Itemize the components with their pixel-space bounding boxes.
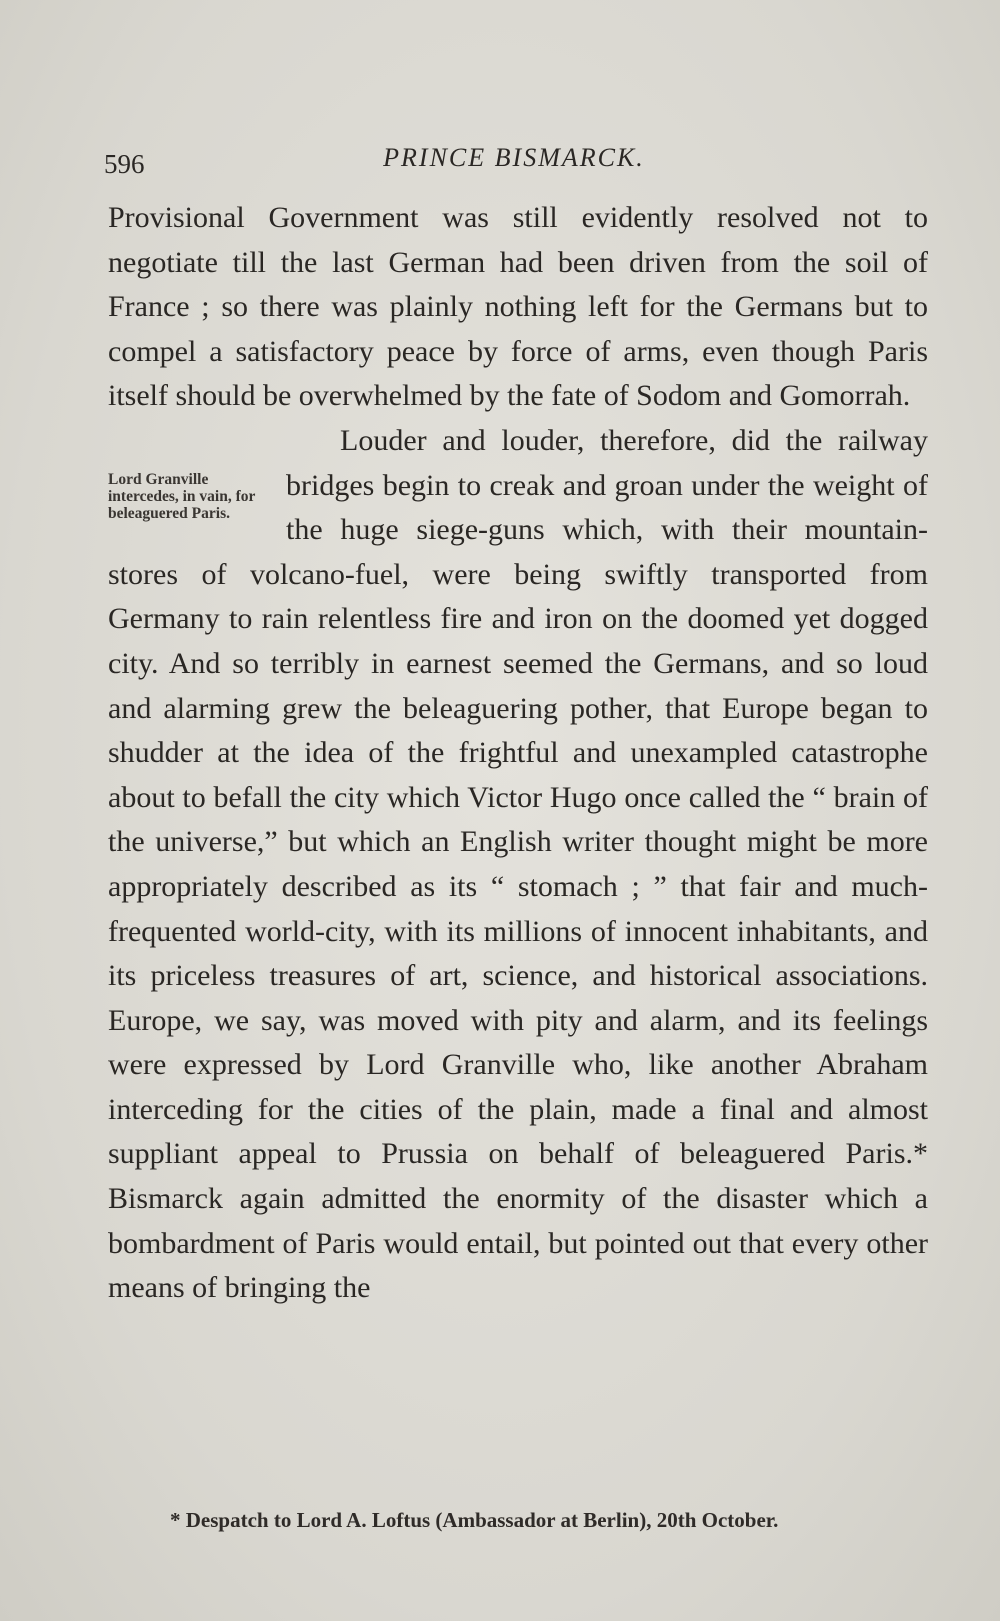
page-number: 596 <box>104 149 145 179</box>
paragraph-2-text: Louder and louder, therefore, did the railway bridges begin to creak and groan under the weight of the huge siege-guns which, with their mountain-stores of volcano-fuel, were being swiftly transported from Germany to rain relentless fire and iron on the doomed yet dogged city. And so terribly in earnest seemed the Germans, and so loud and alarming grew the beleaguering pother, that Europe began to shudder at the idea of the frightful and unexampled catastrophe about to befall the city which Victor Hugo once called the “ brain of the universe,” but which an English writer thought might be more appropriately described as its “ stomach ; ” that fair and much-frequented world-city, with its millions of innocent inhabitants, and its priceless treasures of art, science, and historical associations. Europe, we say, was moved with pity and alarm, and its feelings were expressed by Lord Granville who, like another Abraham interceding for the cities of the plain, made a final and almost suppliant appeal to Prussia on behalf of beleaguered Paris.* Bismarck again admitted the enormity of the disaster which a bombardment of Paris would entail, but pointed out that every other means of bringing the <box>108 423 928 1305</box>
paragraph-2 <box>108 419 928 1311</box>
page-header <box>104 143 924 183</box>
paragraph-1: Provisional Government was still evidently resolved not to negotiate till the last German had been driven from the soil of France ; so there was plainly nothing left for the Germans but to compel a satisfactory peace by force of arms, even though Paris itself should be overwhelmed by the fate of Sodom and Gomorrah. <box>108 201 928 413</box>
margin-note: Lord Granville intercedes, in vain, for beleaguered Paris. <box>108 470 256 522</box>
footnote: * Despatch to Lord A. Loftus (Ambassador at Berlin), 20th October. <box>170 1508 779 1532</box>
body-text <box>108 196 928 1311</box>
running-title: PRINCE BISMARCK. <box>383 143 645 172</box>
